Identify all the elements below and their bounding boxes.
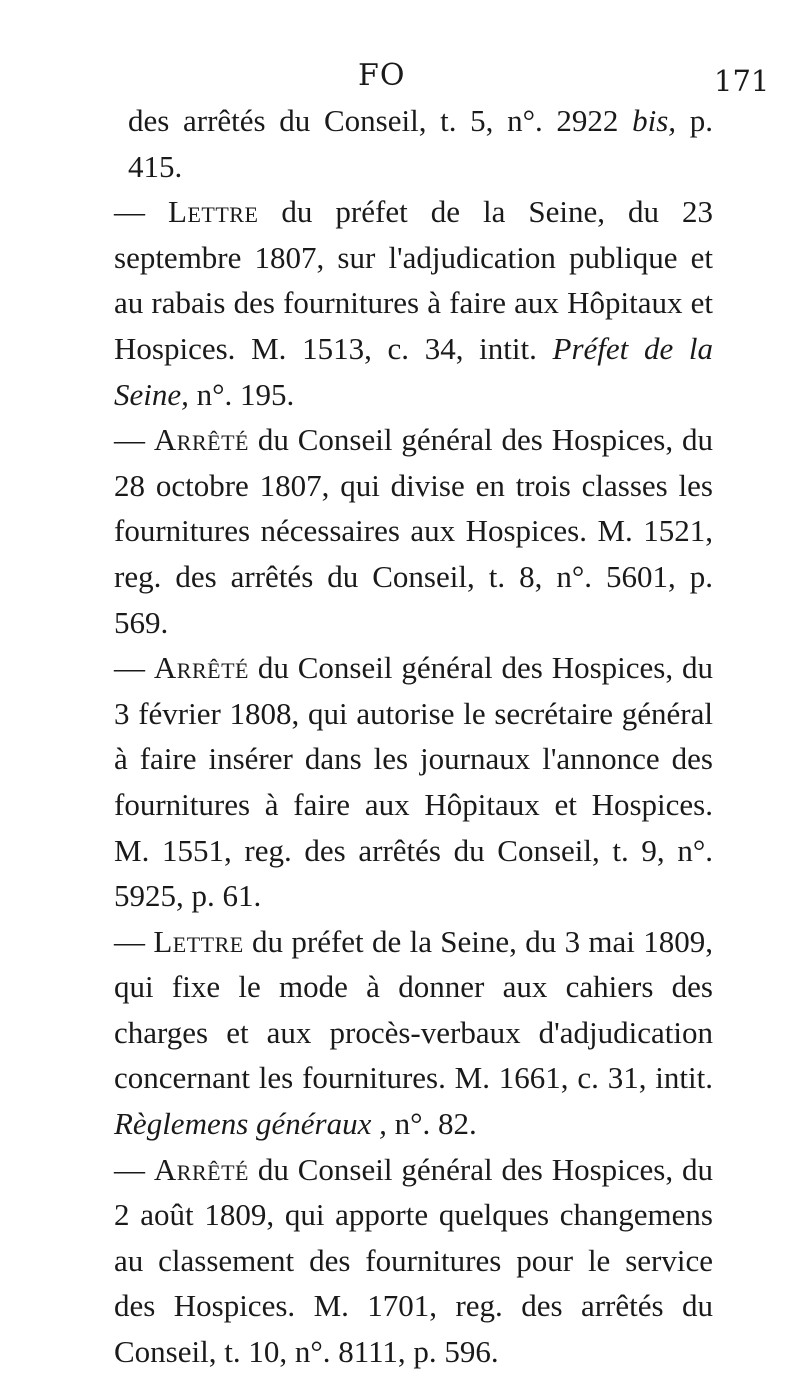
running-head — [0, 58, 801, 98]
entry-keyword: Arrêté — [153, 650, 249, 686]
index-entry — [114, 645, 713, 919]
index-entry — [128, 98, 713, 189]
entry-text: du Conseil général des Hospices, du 3 février 1808, qui autorise le secrétaire général à faire insérer dans les journaux l'annonce des fournitures à faire aux Hôpitaux et Hospices. M. 1551, reg. des arrêtés du Conseil, t. 9, n°. 5925, p. 61. — [114, 650, 713, 914]
running-head-title: FO — [358, 58, 406, 93]
page-number: 171 — [714, 64, 770, 98]
entry-keyword: Lettre — [168, 194, 259, 230]
entry-text: du préfet de la Seine, du 3 mai 1809, qui fixe le mode à donner aux cahiers des charges et aux procès-verbaux d'adjudication concernant les fournitures. M. 1661, c. 31, intit. — [114, 923, 713, 1096]
entry-tail: p. 415. — [128, 103, 713, 184]
entry-italic: Préfet de la Seine, — [114, 330, 713, 412]
index-entries — [114, 98, 714, 1375]
index-entry — [114, 919, 713, 1147]
entry-keyword: Arrêté — [153, 1151, 249, 1187]
entry-lead: — — [114, 422, 154, 458]
entry-lead: — — [114, 194, 169, 230]
entry-lead: — — [114, 923, 154, 959]
entry-lead: — — [114, 650, 154, 686]
entry-text: du Conseil général des Hospices, du 28 octobre 1807, qui divise en trois classes les fournitures nécessaires aux Hospices. M. 1521, reg. des arrêtés du Conseil, t. 8, n°. 5601, p. 569. — [114, 422, 713, 640]
entry-italic: Règlemens généraux , — [114, 1106, 387, 1142]
entry-text: du préfet de la Seine, du 23 septembre 1807, sur l'adjudication publique et au rabais des fournitures à faire aux Hôpitaux et Hospices. M. 1513, c. 34, intit. — [114, 194, 714, 366]
entry-tail: n°. 195. — [188, 376, 295, 412]
entry-tail: n°. 82. — [386, 1106, 477, 1142]
entry-keyword: Arrêté — [153, 422, 249, 458]
index-entry — [114, 189, 713, 417]
index-entry — [114, 1147, 713, 1375]
entry-text: des arrêtés du Conseil, t. 5, n°. 2922 — [128, 103, 633, 138]
entry-lead: — — [114, 1151, 154, 1187]
index-entry — [114, 417, 713, 645]
entry-text: du Conseil général des Hospices, du 2 août 1809, qui apporte quelques changemens au classement des fournitures pour le service des Hospices. M. 1701, reg. des arrêtés du Conseil, t. 10, n°. 8111, p. 596. — [114, 1151, 713, 1370]
entry-keyword: Lettre — [153, 923, 244, 959]
entry-italic: bis, — [632, 103, 677, 138]
